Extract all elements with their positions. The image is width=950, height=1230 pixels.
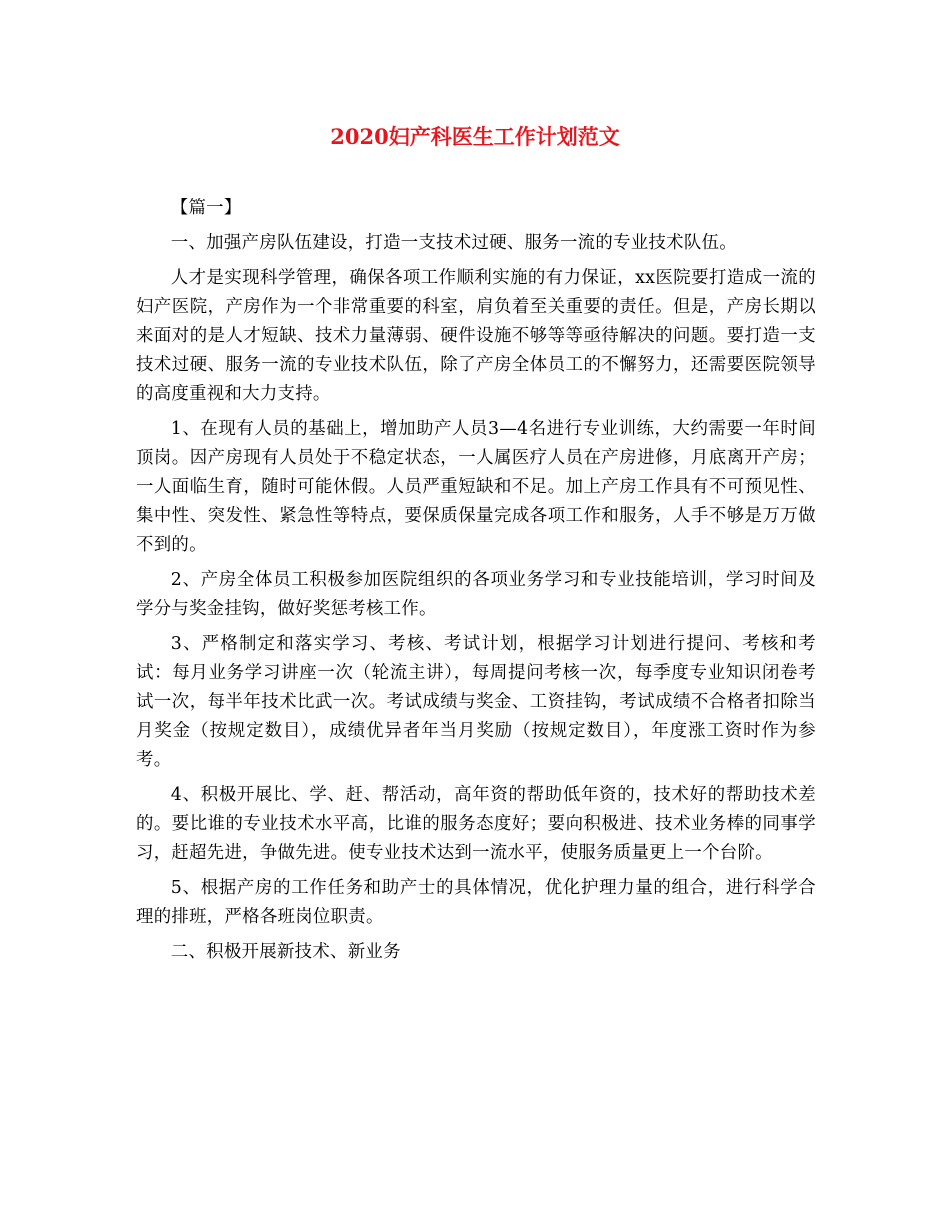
- document-body: [136, 194, 816, 973]
- heading-paragraph-2: 二、积极开展新技术、新业务: [170, 942, 401, 962]
- heading-paragraph: 一、加强产房队伍建设，打造一支技术过硬、服务一流的专业技术队伍。: [170, 233, 737, 253]
- list-item-4: 4、积极开展比、学、赶、帮活动，高年资的帮助低年资的，技术好的帮助技术差的。要比谁的专业技术水平高，比谁的服务态度好；要向积极进、技术业务棒的同事学习，赶超先进，争做先进。使专业技术达到一流水平，使服务质量更上一个台阶。: [136, 785, 816, 863]
- list-item-5: 5、根据产房的工作任务和助产士的具体情况，优化护理力量的组合，进行科学合理的排班，严格各班岗位职责。: [136, 878, 816, 927]
- document-title: 2020妇产科医生工作计划范文: [330, 124, 620, 149]
- section-label: 【篇一】: [170, 198, 242, 218]
- list-item-1: 1、在现有人员的基础上，增加助产人员3—4名进行专业训练，大约需要一年时间顶岗。因产房现有人员处于不稳定状态，一人属医疗人员在产房进修，月底离开产房；一人面临生育，随时可能休假。人员严重短缺和不足。加上产房工作具有不可预见性、集中性、突发性、紧急性等特点，要保质保量完成各项工作和服务，人手不够是万万做不到的。: [136, 419, 816, 555]
- body-paragraph: 人才是实现科学管理，确保各项工作顺利实施的有力保证，xx医院要打造成一流的妇产医院，产房作为一个非常重要的科室，肩负着至关重要的责任。但是，产房长期以来面对的是人才短缺、技术力量薄弱、硬件设施不够等等亟待解决的问题。要打造一支技术过硬、服务一流的专业技术队伍，除了产房全体员工的不懈努力，还需要医院领导的高度重视和大力支持。: [136, 268, 816, 404]
- list-item-2: 2、产房全体员工积极参加医院组织的各项业务学习和专业技能培训，学习时间及学分与奖金挂钩，做好奖惩考核工作。: [136, 570, 816, 619]
- list-item-3: 3、严格制定和落实学习、考核、考试计划，根据学习计划进行提问、考核和考试：每月业务学习讲座一次（轮流主讲），每周提问考核一次，每季度专业知识闭卷考试一次，每半年技术比武一次。考试成绩与奖金、工资挂钩，考试成绩不合格者扣除当月奖金（按规定数目），成绩优异者年当月奖励（按规定数目），年度涨工资时作为参考。: [136, 634, 816, 770]
